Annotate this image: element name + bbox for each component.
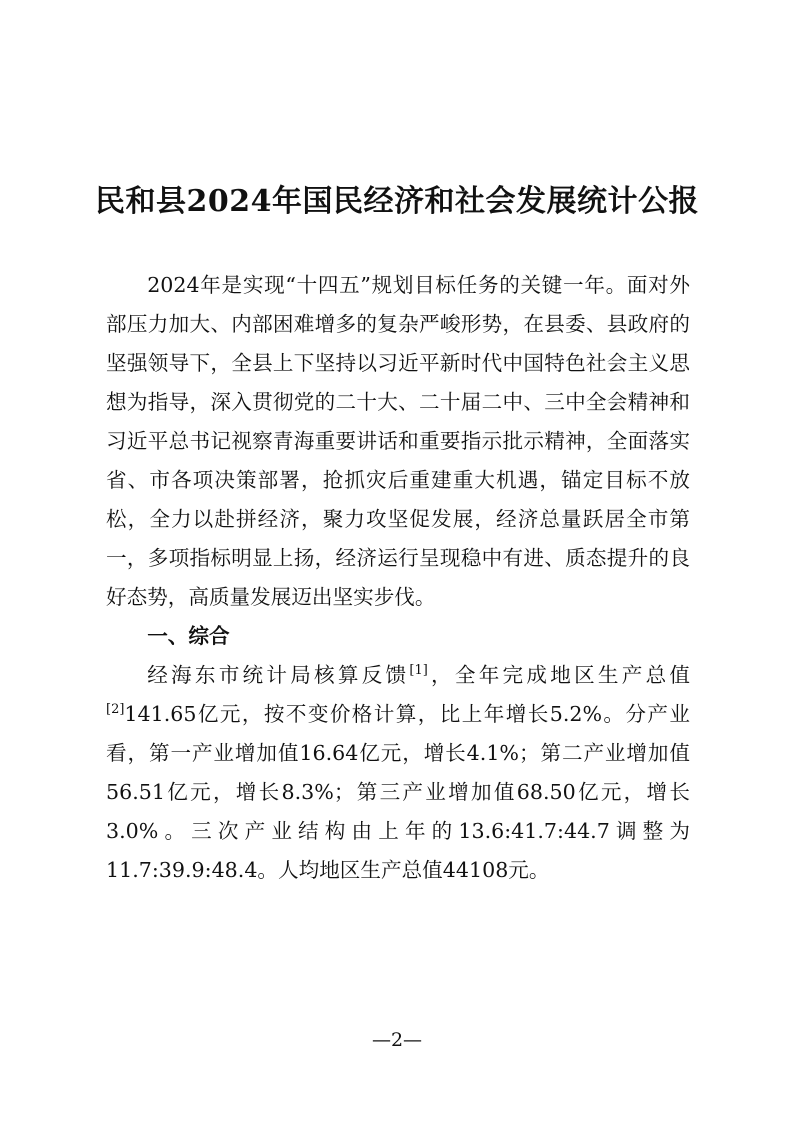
overview-text-part1: 经海东市统计局核算反馈 [147, 663, 410, 687]
overview-paragraph [106, 656, 690, 890]
overview-text-part3: 141.65亿元，按不变价格计算，比上年增长5.2%。分产业看，第一产业增加值16.64亿元，增长4.1%；第二产业增加值56.51亿元，增长8.3%；第三产业增加值68.50亿元，增长3.0%。三次产业结构由上年的13.6:41.7:44.7调整为11.7:39.9:48.4。人均地区生产总值44108元。 [106, 702, 690, 882]
section-heading-overview: 一、综合 [147, 624, 230, 648]
document-title: 民和县2024年国民经济和社会发展统计公报 [95, 184, 699, 219]
page-number: —2— [371, 1029, 423, 1051]
document-body [106, 266, 690, 890]
intro-paragraph: 2024年是实现“十四五”规划目标任务的关键一年。面对外部压力加大、内部困难增多的复杂严峻形势，在县委、县政府的坚强领导下，全县上下坚持以习近平新时代中国特色社会主义思想为指导，深入贯彻党的二十大、二十届二中、三中全会精神和习近平总书记视察青海重要讲话和重要指示批示精神，全面落实省、市各项决策部署，抢抓灾后重建重大机遇，锚定目标不放松，全力以赴拼经济，聚力攻坚促发展，经济总量跃居全市第一，多项指标明显上扬，经济运行呈现稳中有进、质态提升的良好态势，高质量发展迈出坚实步伐。 [106, 273, 690, 609]
overview-text-part2: ，全年完成地区生产总值 [427, 663, 691, 687]
footnote-ref-1[interactable]: [1] [409, 663, 428, 678]
footnote-ref-2[interactable]: [2] [106, 702, 125, 717]
